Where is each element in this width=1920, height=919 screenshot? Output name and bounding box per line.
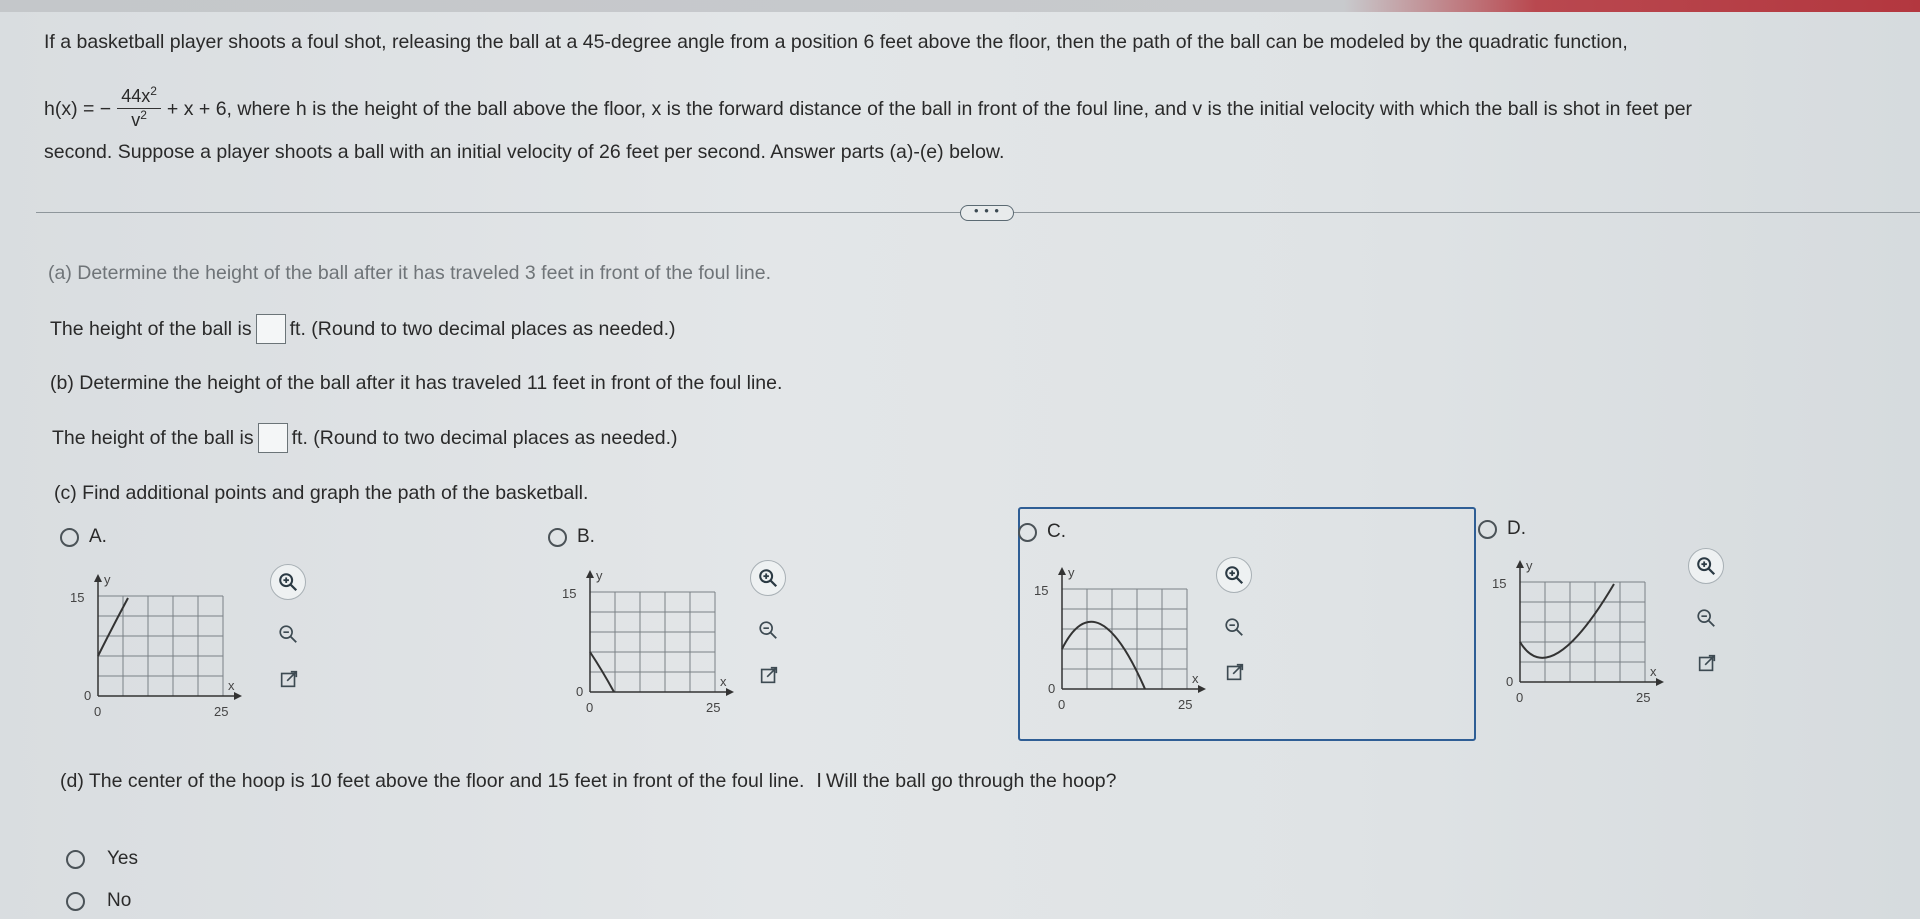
choice-a-radio[interactable] (60, 528, 79, 547)
choice-a[interactable] (56, 524, 346, 744)
part-a-question: (a) Determine the height of the ball after it has traveled 3 feet in front of the foul line. (48, 262, 771, 284)
open-external-icon (758, 664, 780, 686)
open-external-icon (1224, 661, 1246, 683)
choice-a-zoom-in[interactable] (270, 564, 306, 600)
choice-a-graph: y 15 0 0 25 x (68, 566, 268, 711)
no-radio[interactable] (66, 892, 85, 911)
choice-b-label: B. (577, 526, 595, 547)
open-external-icon (1696, 652, 1718, 674)
choice-b-zoom-out[interactable] (750, 612, 786, 648)
choice-d-zoom-in[interactable] (1688, 548, 1724, 584)
choice-c-zoom-in[interactable] (1216, 557, 1252, 593)
yes-label: Yes (107, 848, 138, 869)
choice-b-graph-svg (560, 562, 760, 702)
choice-a-label: A. (89, 526, 107, 547)
part-a-answer-input[interactable] (256, 314, 286, 344)
function-rhs: + x + 6, where h is the height of the ball above the floor, x is the forward distance of the ball in front of the foul line, and v is the initial velocity with which the ball is shot in feet per (166, 97, 1693, 120)
choice-d-label: D. (1507, 518, 1526, 539)
choice-d[interactable] (1478, 516, 1898, 746)
choice-d-zoom-out[interactable] (1688, 600, 1724, 636)
more-button[interactable]: • • • (960, 205, 1014, 221)
top-bar (0, 0, 1920, 12)
part-a-suffix: ft. (Round to two decimal places as needed.) (289, 317, 676, 340)
part-a-answer-row (50, 314, 676, 344)
choice-d-radio[interactable] (1478, 520, 1497, 539)
choice-c-graph: y 15 0 0 25 x (1032, 559, 1232, 704)
choice-c-label: C. (1047, 521, 1066, 542)
choice-b-graph: y 15 0 0 25 x (560, 562, 760, 707)
choice-a-open[interactable] (274, 664, 304, 694)
choice-b-open[interactable] (754, 660, 784, 690)
problem-line-2 (44, 86, 1692, 132)
yes-radio[interactable] (66, 850, 85, 869)
part-d-option-no[interactable] (66, 890, 131, 912)
choice-b-option[interactable] (548, 526, 595, 548)
choice-c-option[interactable] (1018, 521, 1066, 543)
part-c-question: (c) Find additional points and graph the path of the basketball. (54, 482, 589, 504)
choice-d-option[interactable] (1478, 518, 1526, 540)
choice-d-graph-svg (1490, 552, 1690, 692)
open-external-icon (278, 668, 300, 690)
fraction-numerator: $44x^2$ (117, 84, 161, 109)
choice-c-radio[interactable] (1018, 523, 1037, 542)
choice-b-radio[interactable] (548, 528, 567, 547)
part-b-prefix: The height of the ball is (52, 426, 254, 449)
choice-c[interactable] (1018, 507, 1476, 741)
zoom-in-icon (1223, 564, 1245, 586)
choice-a-graph-svg (68, 566, 268, 706)
zoom-in-icon (277, 571, 299, 593)
part-d-question (60, 770, 1116, 793)
choice-c-open[interactable] (1220, 657, 1250, 687)
zoom-out-icon (1223, 616, 1245, 638)
zoom-in-icon (1695, 555, 1717, 577)
choice-b[interactable] (544, 524, 834, 744)
function-lhs: h(x) = − (44, 97, 112, 120)
part-b-suffix: ft. (Round to two decimal places as needed.) (291, 426, 678, 449)
choice-c-zoom-out[interactable] (1216, 609, 1252, 645)
part-a-prefix: The height of the ball is (50, 317, 252, 340)
choice-b-zoom-in[interactable] (750, 560, 786, 596)
fraction-denominator: $v^2$ (131, 107, 147, 130)
choice-c-graph-svg (1032, 559, 1232, 699)
zoom-out-icon (277, 623, 299, 645)
text-cursor-icon: I (816, 770, 822, 792)
choice-a-option[interactable] (60, 526, 107, 548)
problem-line-3: second. Suppose a player shoots a ball with an initial velocity of 26 feet per second. Answer parts (a)-(e) below. (44, 141, 1005, 163)
part-b-question: (b) Determine the height of the ball after it has traveled 11 feet in front of the foul line. (50, 372, 783, 394)
choice-a-zoom-out[interactable] (270, 616, 306, 652)
choice-d-open[interactable] (1692, 648, 1722, 678)
zoom-in-icon (757, 567, 779, 589)
part-b-answer-input[interactable] (258, 423, 288, 453)
no-label: No (107, 890, 132, 911)
zoom-out-icon (1695, 607, 1717, 629)
function-fraction (117, 84, 161, 130)
part-b-answer-row (52, 423, 678, 453)
part-d-question-start: (d) The center of the hoop is 10 feet above the floor and 15 feet in front of the foul line. (60, 770, 805, 792)
part-d-option-yes[interactable] (66, 848, 138, 870)
problem-line-1: If a basketball player shoots a foul shot, releasing the ball at a 45-degree angle from a position 6 feet above the floor, then the path of the ball can be modeled by the quadratic function, (44, 31, 1628, 53)
zoom-out-icon (757, 619, 779, 641)
choice-d-graph: y 15 0 0 25 x (1490, 552, 1690, 697)
part-d-question-end: Will the ball go through the hoop? (825, 770, 1117, 792)
